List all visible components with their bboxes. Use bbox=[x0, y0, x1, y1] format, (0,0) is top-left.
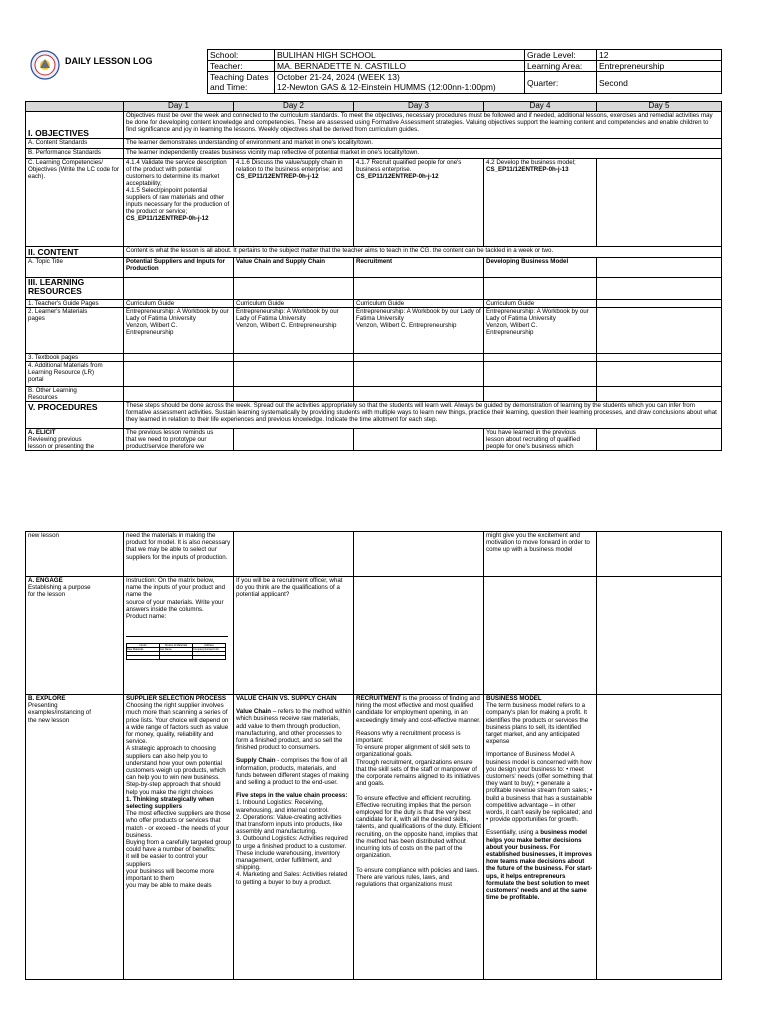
deped-seal bbox=[30, 50, 60, 80]
topic-day-1: Potential Suppliers and Inputs for Production bbox=[124, 258, 234, 278]
learner-materials-day-4: Entrepreneurship: A Workbook by our Lady of Fatima University Venzon, Wilbert C. Entrepreneurship bbox=[486, 308, 589, 336]
learner-materials-label: 2. Learner's Materials pages bbox=[28, 308, 88, 322]
teacher-guide-label: 1. Teacher's Guide Pages bbox=[26, 300, 124, 308]
header-info-table bbox=[207, 49, 722, 94]
dates-value: October 21-24, 2024 (WEEK 13) 12-Newton GAS & 12-Einstein HUMMS (12:00nn-1:00pm) bbox=[277, 72, 496, 92]
teacher-guide-day-2: Curriculum Guide bbox=[234, 300, 354, 308]
learner-materials-day-3: Entrepreneurship: A Workbook by our Lady of Fatima University Venzon, Wilbert C. Entrepreneurship bbox=[356, 308, 481, 329]
product-name-line bbox=[126, 620, 228, 637]
elicit-day-1: The previous lesson reminds us that we need to prototype our product/service therefore we bbox=[126, 429, 214, 450]
objectives-text: Objectives must be over the week and connected to the curriculum standards. To meet the objectives, necessary procedures must be followed and if needed, additional lessons, exercises and remedial activities may be done for developing content knowledge and competencies. These are assessed using Formative Assessment strategies. Valuing objectives support the learning content and competencies and enable children to find significance and joy in learning the lessons. Weekly objectives shall be derived from curriculum guides. bbox=[124, 112, 722, 139]
competency-code-day-2: CS_EP11/12ENTREP-0h-j-12 bbox=[236, 173, 319, 180]
area-label: Learning Area: bbox=[525, 61, 597, 72]
explore-sub: Presenting examples/instancing of the new lesson bbox=[28, 702, 91, 724]
content-standards-text: The learner demonstrates understanding of environment and market in one's locality/town. bbox=[124, 139, 722, 149]
learning-resources-label: III. LEARNING RESOURCES bbox=[28, 277, 85, 296]
content-standards-label: A. Content Standards bbox=[26, 139, 124, 149]
lesson-log-table-continued bbox=[25, 531, 722, 980]
recruitment-term: RECRUITMENT bbox=[356, 695, 402, 702]
competency-code-day-1: CS_EP11/12ENTREP-0h-j-12 bbox=[126, 215, 209, 222]
competency-code-day-3: CS_EP11/12ENTREP-0h-j-12 bbox=[356, 173, 439, 180]
performance-standards-label: B. Performance Standards bbox=[26, 149, 124, 159]
teacher-guide-day-4: Curriculum Guide bbox=[484, 300, 597, 308]
learner-materials-day-2: Entrepreneurship: A Workbook by our Lady of Fatima University Venzon, Wilbert C. Entrepreneurship bbox=[236, 308, 339, 329]
value-chain-steps: 1. Inbound Logistics: Receiving, warehousing, and internal control. 2. Operations: Value-creating activities that transform inputs into products, like assembly and manufacturing. 3. Outbound Logistics: Activities required to urge a finished product to a customer. These include warehousing, inventory management, order fulfillment, and shipping. 4. Marketing and Sales: Activities related to getting a buyer to buy a product. bbox=[236, 799, 348, 886]
engage-day-2: If you will be a recruitment officer, what do you think are the qualifications of a potential applicant? bbox=[234, 577, 354, 695]
content-text: Content is what the lesson is all about. It pertains to the subject matter that the teacher aims to teach in the CG. the content can be tackled in a week or two. bbox=[124, 247, 722, 258]
objectives-label: I. OBJECTIVES bbox=[26, 112, 124, 139]
content-label: II. CONTENT bbox=[26, 247, 124, 258]
topic-title-label: A. Topic Title bbox=[26, 258, 124, 278]
matrix-header-source: Source of Materials bbox=[160, 644, 193, 648]
business-model-title: BUSINESS MODEL bbox=[486, 695, 542, 702]
dates-label: Teaching Dates and Time: bbox=[210, 72, 269, 92]
day-1-header: Day 1 bbox=[124, 102, 234, 112]
supply-chain-def: - comprises the flow of all information, products, materials, and funds between different stages of making and selling a product to the end-user. bbox=[236, 757, 349, 787]
matrix-header-address: Address bbox=[193, 644, 226, 648]
business-model-intro: The term business model refers to a company's plan for making a profit. It identifies the products or services the business plans to sell, its identified target market, and any anticipated expense bbox=[486, 702, 589, 746]
area-value: Entrepreneurship bbox=[597, 61, 722, 72]
other-resources-label: B. Other Learning Resources bbox=[28, 387, 77, 401]
matrix-sub-3: Company/Contact Info bbox=[193, 648, 226, 652]
elicit-day-1-continued: need the materials in making the product for model. It is also necessary that we may be able to select our suppliers for the inputs of production. bbox=[124, 532, 234, 577]
day-2-header: Day 2 bbox=[234, 102, 354, 112]
quarter-value: Second bbox=[597, 72, 722, 94]
topic-day-2: Value Chain and Supply Chain bbox=[234, 258, 354, 278]
performance-standards-text: The learner independently creates business vicinity map reflective of potential market in one's locality/town. bbox=[124, 149, 722, 159]
supplier-selection-body: Choosing the right supplier involves much more than scanning a series of price lists. Your choice will depend on a wide range of factors such as value for money, quality, reliability and service. A strategic approach to choosing suppliers can also help you to understand how your own potential customers weigh up products, which can help you to win new business. Step-by-step approach that should help you make the right choices bbox=[126, 702, 229, 796]
value-chain-term: Value Chain bbox=[236, 708, 272, 716]
engage-day-1: Instruction: On the matrix below, name the inputs of your product and name the source of your materials. Write your answers inside the columns. Product name: bbox=[126, 577, 226, 621]
day-4-header: Day 4 bbox=[484, 102, 597, 112]
matrix-sub-1: Raw Materials bbox=[127, 648, 160, 652]
competency-day-2: 4.1.6 Discuss the value/supply chain in relation to the business enterprise; and bbox=[236, 159, 343, 173]
value-chain-title: VALUE CHAIN VS. SUPPLY CHAIN bbox=[236, 695, 337, 702]
elicit-label: A. ELICIT bbox=[28, 429, 56, 436]
value-chain-steps-title: Five steps in the value chain process: bbox=[236, 792, 348, 800]
teacher-value: MA. BERNADETTE N. CASTILLO bbox=[275, 61, 525, 72]
inputs-matrix bbox=[126, 643, 226, 660]
topic-day-3: Recruitment bbox=[354, 258, 484, 278]
textbook-pages-label: 3. Textbook pages bbox=[26, 354, 124, 362]
grade-value: 12 bbox=[597, 50, 722, 61]
matrix-sub-2: List Name bbox=[160, 648, 193, 652]
competency-day-4: 4.2 Develop the business model; bbox=[486, 159, 576, 166]
additional-materials-label: 4. Additional Materials from Learning Resource (LR) portal bbox=[28, 362, 103, 383]
business-model-essentially: Essentially, using a bbox=[486, 829, 541, 837]
school-label: School: bbox=[208, 50, 275, 61]
day-5-header: Day 5 bbox=[597, 102, 722, 112]
competencies-label: C. Learning Competencies/ Objectives (Write the LC code for each). bbox=[26, 159, 124, 247]
recruitment-def: is the process of finding and hiring the most effective and most qualified candidate for employment opening, in an exceedingly timely and cost-effective manner. bbox=[356, 695, 481, 724]
matrix-header-inputs: Inputs bbox=[127, 644, 160, 648]
competency-day-1: 4.1.4 Validate the service description of the product with potential customers to determine its market acceptability; 4.1.5 Select/pinpoint potential suppliers of raw materials and other inputs necessary for the production of the product or service; bbox=[126, 159, 230, 215]
supply-chain-term: Supply Chain bbox=[236, 757, 276, 765]
recruitment-body: Reasons why a recruitment process is important: To ensure proper alignment of skill sets to organizational goals. Through recruitment, organizations ensure that the skill sets of the staff or manpower of the corporate remains aligned to its initiatives and goals. To ensure effective and efficient recruiting. Effective recruiting implies that the person employed for the duty is that the very best candidate for it, with all the desired skills, talents, and qualifications of the duty. Efficient recruiting, on the opposite hand, implies that the method has been distributed without incurring lots of costs on the part of the organization. To ensure compliance with policies and laws. There are various rules, laws, and regulations that organizations must bbox=[356, 729, 481, 889]
teacher-guide-day-1: Curriculum Guide bbox=[124, 300, 234, 308]
elicit-day-4: You have learned in the previous lesson about recruiting of qualified people for one's business which bbox=[484, 429, 597, 451]
engage-label: A. ENGAGE bbox=[28, 577, 63, 584]
thinking-strategically-heading: 1. Thinking strategically when selecting suppliers bbox=[126, 795, 215, 811]
supplier-selection-title: SUPPLIER SELECTION PROCESS bbox=[126, 695, 227, 702]
topic-day-4: Developing Business Model bbox=[484, 258, 597, 278]
procedures-text: These steps should be done across the week. Spread out the activities appropriately so that the students will learn well. Always be guided by demonstration of learning by the students which you can infer from formative assessment activities. Sustain learning systematically by providing students with multiple ways to learn new things, practice their learning, question their learning processes, and draw conclusions about what they learned in relation to their life experiences and previous knowledge. Indicate the time allotment for each step. bbox=[124, 402, 722, 429]
lesson-log-table bbox=[25, 101, 722, 451]
supplier-benefits: The most effective suppliers are those who offer products or services that match - or exceed - the needs of your business. Buying from a carefully targeted group could have a number of benefits: it will be easier to control your suppliers your business will become more important to them you may be able to make deals bbox=[126, 810, 231, 890]
daily-lesson-log-title: DAILY LESSON LOG bbox=[65, 56, 153, 66]
value-chain-def: – refers to the method within which business receive raw materials, add value to them through production, manufacturing, and other processes to form a finished product, and so sell the finished product to consumers. bbox=[236, 708, 351, 752]
elicit-sub-continued: new lesson bbox=[28, 532, 59, 539]
quarter-label: Quarter: bbox=[525, 72, 597, 94]
procedures-label: V. PROCEDURES bbox=[26, 402, 124, 429]
day-3-header: Day 3 bbox=[354, 102, 484, 112]
teacher-guide-day-3: Curriculum Guide bbox=[354, 300, 484, 308]
grade-label: Grade Level: bbox=[525, 50, 597, 61]
explore-label: B. EXPLORE bbox=[28, 695, 66, 702]
competency-code-day-4: CS_EP11/12ENTREP-0h-j-13 bbox=[486, 166, 569, 173]
elicit-day-4-continued: might give you the excitement and motivation to move forward in order to come up with a business model bbox=[484, 532, 597, 577]
elicit-sub: Reviewing previous lesson or presenting the bbox=[28, 436, 95, 450]
business-model-importance: Importance of Business Model A business model is concerned with how you design your business to: • meet customers' needs (offer something that they want to buy); • generate a profitable revenue stream from sales; • build a business that has a sustainable competitive advantage – in other words, it can't easily be replicated; and • provide opportunities for growth. bbox=[486, 751, 593, 824]
school-value: BULIHAN HIGH SCHOOL bbox=[275, 50, 525, 61]
business-model-essentially-bold: business model helps you make better decisions about your business. For established businesses, it improves how teams make decisions about the future of the business. For start-ups, it helps entrepreneurs formulate the best solution to meet customers' needs and at the same time be profitable. bbox=[486, 829, 593, 902]
competency-day-3: 4.1.7 Recruit qualified people for one's business enterprise. bbox=[356, 159, 462, 173]
engage-sub: Establishing a purpose for the lesson bbox=[28, 584, 91, 599]
learner-materials-day-1: Entrepreneurship: A Workbook by our Lady of Fatima University Venzon, Wilbert C. Entrepreneurship bbox=[126, 308, 229, 336]
teacher-label: Teacher: bbox=[208, 61, 275, 72]
